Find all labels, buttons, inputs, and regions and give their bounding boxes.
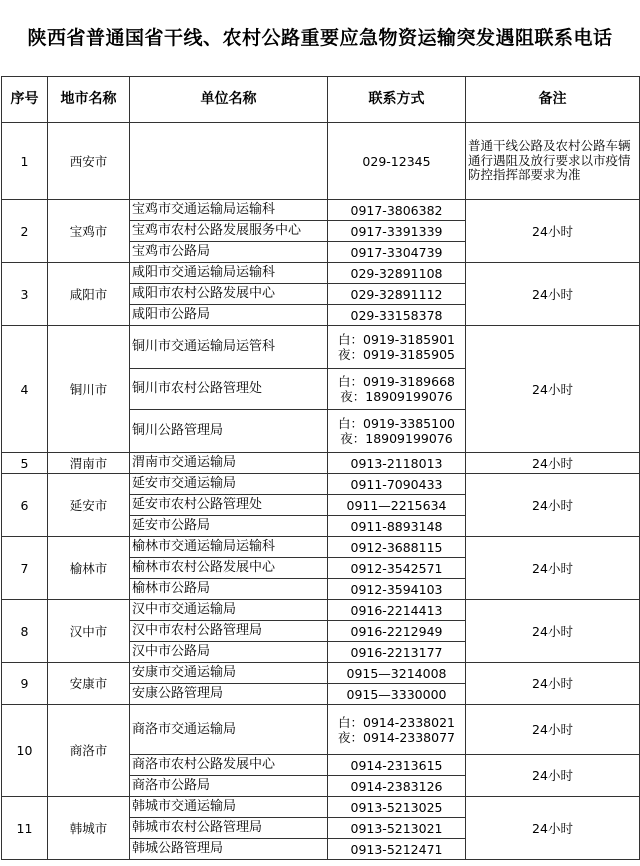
contact-cell: 029-32891108: [328, 263, 466, 284]
city-cell: 商洛市: [48, 705, 130, 797]
note-cell: 24小时: [466, 263, 640, 326]
contact-cell: 0914-2313615: [328, 755, 466, 776]
contact-cell: 0911-8893148: [328, 516, 466, 537]
seq-cell: 9: [2, 663, 48, 705]
contact-cell: 0913-2118013: [328, 453, 466, 474]
contact-cell: 0917-3304739: [328, 242, 466, 263]
contact-cell: 0915—3330000: [328, 684, 466, 705]
seq-cell: 7: [2, 537, 48, 600]
contact-cell: 0916-2214413: [328, 600, 466, 621]
contact-day: 白：0914-2338021: [338, 714, 455, 730]
note-cell: 24小时: [466, 755, 640, 797]
seq-cell: 3: [2, 263, 48, 326]
unit-cell: 咸阳市公路局: [130, 305, 328, 326]
table-row: [2, 600, 640, 621]
note-cell: 24小时: [466, 453, 640, 474]
contact-night: 夜：18909199076: [340, 389, 453, 404]
note-cell: 24小时: [466, 200, 640, 263]
header-city: 地市名称: [48, 77, 130, 123]
unit-cell: 汉中市公路局: [130, 642, 328, 663]
city-cell: 韩城市: [48, 797, 130, 860]
unit-cell: 榆林市公路局: [130, 579, 328, 600]
contact-cell: 0912-3688115: [328, 537, 466, 558]
note-cell: 24小时: [466, 600, 640, 663]
city-cell: 安康市: [48, 663, 130, 705]
note-cell: 24小时: [466, 474, 640, 537]
unit-cell: 延安市农村公路管理处: [130, 495, 328, 516]
contact-cell: 0911-7090433: [328, 474, 466, 495]
contact-cell: [328, 326, 466, 369]
seq-cell: 6: [2, 474, 48, 537]
table-row: [2, 453, 640, 474]
contact-table: [1, 76, 640, 860]
contact-cell: [328, 369, 466, 410]
contact-cell: 0917-3806382: [328, 200, 466, 221]
contact-cell: [328, 410, 466, 453]
seq-cell: 8: [2, 600, 48, 663]
note-cell: 24小时: [466, 797, 640, 860]
unit-cell: 韩城市农村公路管理局: [130, 818, 328, 839]
city-cell: 咸阳市: [48, 263, 130, 326]
header-seq: 序号: [2, 77, 48, 123]
contact-cell: 029-33158378: [328, 305, 466, 326]
unit-cell: [130, 123, 328, 200]
header-note: 备注: [466, 77, 640, 123]
table-row: [2, 797, 640, 818]
contact-cell: 0913-5212471: [328, 839, 466, 860]
unit-cell: 宝鸡市农村公路发展服务中心: [130, 221, 328, 242]
table-row: [2, 537, 640, 558]
unit-cell: 榆林市交通运输局运输科: [130, 537, 328, 558]
unit-cell: 韩城市交通运输局: [130, 797, 328, 818]
city-cell: 汉中市: [48, 600, 130, 663]
city-cell: 西安市: [48, 123, 130, 200]
contact-cell: 0912-3594103: [328, 579, 466, 600]
contact-cell: 0915—3214008: [328, 663, 466, 684]
unit-cell: 铜川市交通运输局运管科: [130, 326, 328, 369]
contact-cell: 0912-3542571: [328, 558, 466, 579]
contact-cell: 0914-2383126: [328, 776, 466, 797]
header-unit: 单位名称: [130, 77, 328, 123]
unit-cell: 宝鸡市交通运输局运输科: [130, 200, 328, 221]
unit-cell: 咸阳市农村公路发展中心: [130, 284, 328, 305]
unit-cell: 咸阳市交通运输局运输科: [130, 263, 328, 284]
city-cell: 铜川市: [48, 326, 130, 453]
seq-cell: 11: [2, 797, 48, 860]
table-row: [2, 663, 640, 684]
unit-cell: 汉中市农村公路管理局: [130, 621, 328, 642]
unit-cell: 商洛市农村公路发展中心: [130, 755, 328, 776]
contact-cell: 0916-2212949: [328, 621, 466, 642]
contact-cell: 0917-3391339: [328, 221, 466, 242]
note-cell: 24小时: [466, 326, 640, 453]
unit-cell: 韩城公路管理局: [130, 839, 328, 860]
table-row: [2, 123, 640, 200]
table-row: [2, 705, 640, 755]
contact-day: 白：0919-3385100: [338, 416, 455, 431]
seq-cell: 2: [2, 200, 48, 263]
unit-cell: 渭南市交通运输局: [130, 453, 328, 474]
contact-cell: 029-32891112: [328, 284, 466, 305]
table-row: [2, 200, 640, 221]
unit-cell: 延安市交通运输局: [130, 474, 328, 495]
seq-cell: 10: [2, 705, 48, 797]
unit-cell: 汉中市交通运输局: [130, 600, 328, 621]
contact-cell: [328, 705, 466, 755]
contact-cell: 029-12345: [328, 123, 466, 200]
note-cell: 24小时: [466, 705, 640, 755]
unit-cell: 宝鸡市公路局: [130, 242, 328, 263]
contact-cell: 0911—2215634: [328, 495, 466, 516]
unit-cell: 延安市公路局: [130, 516, 328, 537]
contact-night: 夜：18909199076: [340, 431, 453, 446]
contact-day: 白：0919-3185901: [338, 332, 455, 347]
contact-night: 夜：0914-2338077: [338, 729, 455, 745]
seq-cell: 5: [2, 453, 48, 474]
city-cell: 宝鸡市: [48, 200, 130, 263]
unit-cell: 铜川公路管理局: [130, 410, 328, 453]
city-cell: 延安市: [48, 474, 130, 537]
note-cell: 普通干线公路及农村公路车辆通行遇阻及放行要求以市疫情防控指挥部要求为准: [466, 123, 640, 200]
table-row: [2, 326, 640, 369]
unit-cell: 安康公路管理局: [130, 684, 328, 705]
contact-cell: 0913-5213025: [328, 797, 466, 818]
city-cell: 榆林市: [48, 537, 130, 600]
seq-cell: 4: [2, 326, 48, 453]
unit-cell: 安康市交通运输局: [130, 663, 328, 684]
city-cell: 渭南市: [48, 453, 130, 474]
note-cell: 24小时: [466, 663, 640, 705]
contact-day: 白：0919-3189668: [338, 374, 455, 389]
unit-cell: 铜川市农村公路管理处: [130, 369, 328, 410]
seq-cell: 1: [2, 123, 48, 200]
contact-cell: 0913-5213021: [328, 818, 466, 839]
unit-cell: 榆林市农村公路发展中心: [130, 558, 328, 579]
page-title: 陕西省普通国省干线、农村公路重要应急物资运输突发遇阻联系电话: [27, 27, 613, 49]
table-row: [2, 263, 640, 284]
unit-cell: 商洛市交通运输局: [130, 705, 328, 755]
header-contact: 联系方式: [328, 77, 466, 123]
contact-night: 夜：0919-3185905: [338, 347, 455, 362]
table-row: [2, 474, 640, 495]
contact-cell: 0916-2213177: [328, 642, 466, 663]
note-cell: 24小时: [466, 537, 640, 600]
unit-cell: 商洛市公路局: [130, 776, 328, 797]
